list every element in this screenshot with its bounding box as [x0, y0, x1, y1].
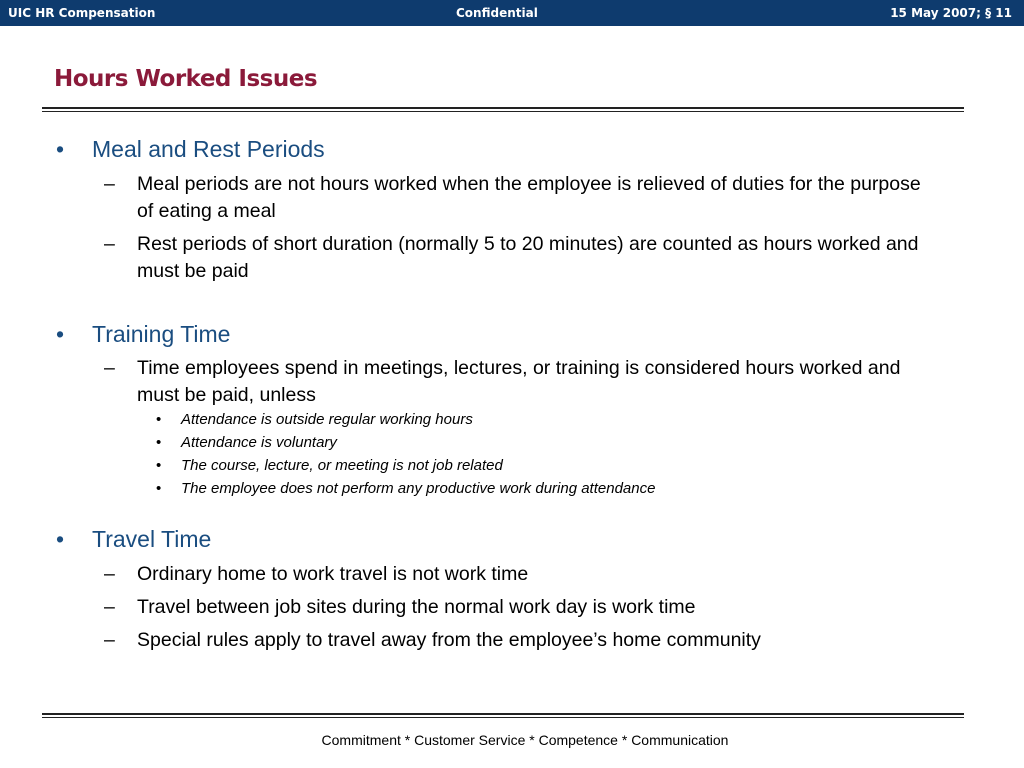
bullet-marker: • — [156, 411, 162, 428]
bullet-marker: • — [56, 321, 65, 347]
bullet-marker: • — [56, 526, 65, 552]
bullet-marker: • — [156, 457, 162, 474]
bullet-marker: • — [156, 434, 162, 451]
dash-marker: – — [104, 233, 115, 255]
footer-tagline: Commitment * Customer Service * Competence * Communication — [321, 732, 729, 748]
bullet-marker: • — [56, 136, 65, 162]
item-text: Rest periods of short duration (normally 5 to 20 minutes) are counted as hours worked and must be paid — [137, 233, 919, 282]
dash-marker: – — [104, 629, 115, 651]
sub-item-text: Attendance is voluntary — [181, 434, 337, 451]
item-text: Ordinary home to work travel is not work time — [137, 563, 529, 585]
header-org: UIC HR Compensation — [8, 6, 156, 20]
section-heading: Travel Time — [92, 526, 212, 552]
dash-marker: – — [104, 563, 115, 585]
section-heading: Meal and Rest Periods — [92, 136, 325, 162]
item-text: Meal periods are not hours worked when the employee is relieved of duties for the purpose of eating a meal — [137, 173, 921, 222]
dash-marker: – — [104, 357, 115, 379]
header-date-page: 15 May 2007; § 11 — [890, 6, 1012, 20]
dash-marker: – — [104, 173, 115, 195]
dash-marker: – — [104, 596, 115, 618]
item-text: Travel between job sites during the normal work day is work time — [137, 596, 696, 618]
item-text: Time employees spend in meetings, lectures, or training is considered hours worked and must be paid, unless — [137, 357, 901, 406]
sub-item-text: Attendance is outside regular working hours — [181, 411, 473, 428]
sub-item-text: The course, lecture, or meeting is not job related — [181, 457, 503, 474]
item-text: Special rules apply to travel away from the employee’s home community — [137, 629, 761, 651]
header-confidential: Confidential — [456, 6, 538, 20]
sub-item-text: The employee does not perform any productive work during attendance — [181, 480, 656, 497]
slide-title: Hours Worked Issues — [54, 66, 318, 92]
bullet-marker: • — [156, 480, 162, 497]
section-heading: Training Time — [92, 321, 231, 347]
